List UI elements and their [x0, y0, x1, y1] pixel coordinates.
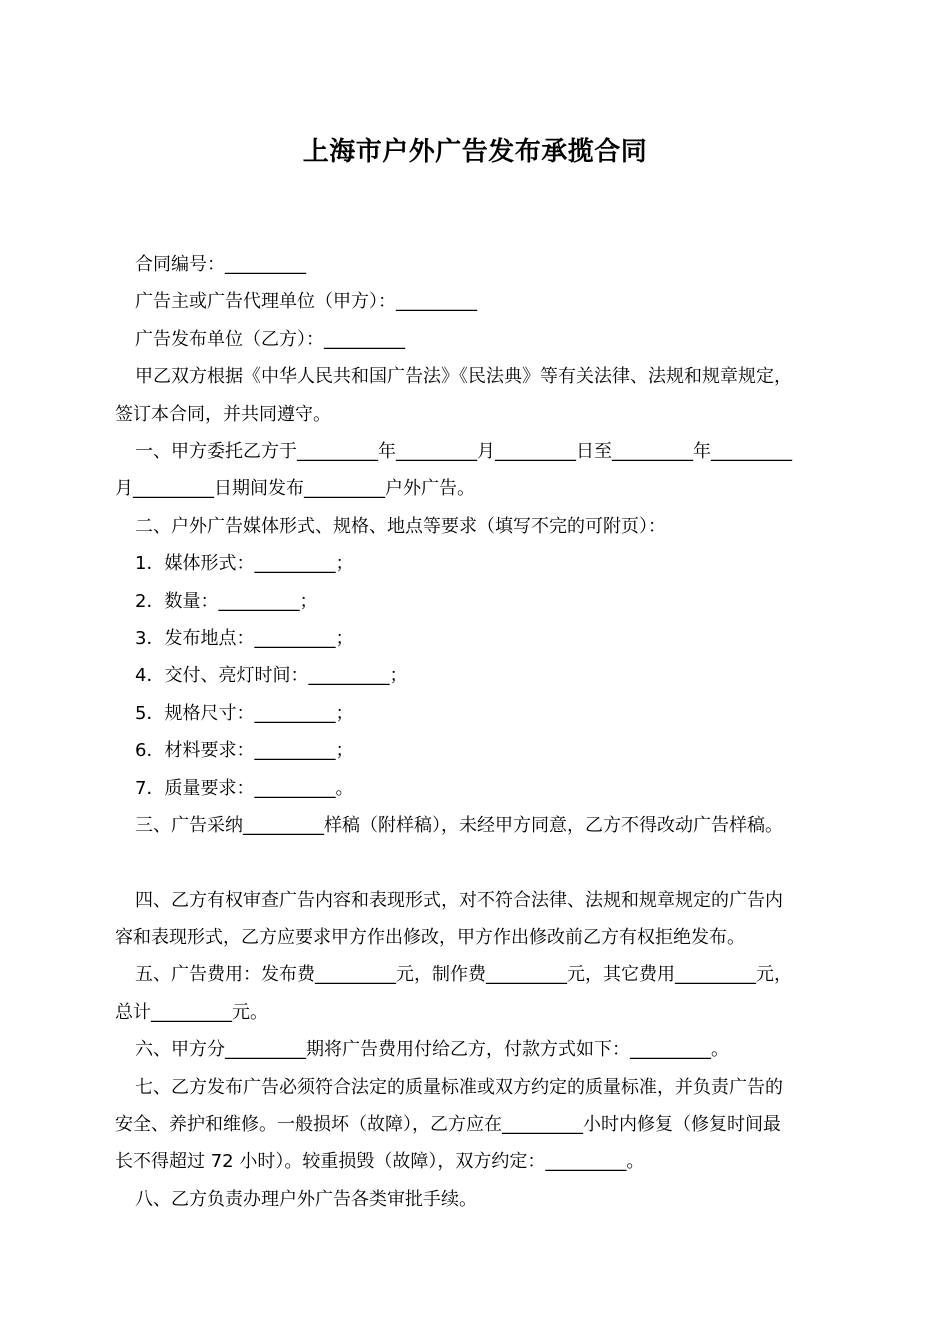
clause-1-line-2: 月_________日期间发布_________户外广告。: [115, 478, 475, 500]
clause-2-item-3: 3．发布地点：_________；: [135, 628, 354, 650]
preamble-line-1: 甲乙双方根据《中华人民共和国广告法》《民法典》等有关法律、法规和规章规定，: [135, 366, 792, 388]
contract-body: [115, 246, 835, 1218]
clause-7-line-2: 安全、养护和维修。一般损坏（故障），乙方应在_________小时内修复（修复时间最: [115, 1113, 781, 1135]
clause-6: 六、甲方分_________期将广告费用付给乙方，付款方式如下：_________。: [135, 1039, 729, 1061]
clause-5-line-1: 五、广告费用：发布费_________元，制作费_________元，其它费用_________元，: [135, 964, 792, 986]
clause-7-line-1: 七、乙方发布广告必须符合法定的质量标准或双方约定的质量标准，并负责广告的: [135, 1076, 783, 1098]
clause-2-item-4: 4．交付、亮灯时间：_________；: [135, 665, 408, 687]
blank-line: [115, 845, 835, 882]
party-a-line: 广告主或广告代理单位（甲方）：_________: [135, 291, 477, 313]
clause-2-item-5: 5．规格尺寸：_________；: [135, 702, 354, 724]
party-b-line: 广告发布单位（乙方）：_________: [135, 328, 405, 350]
clause-2-item-7: 7．质量要求：_________。: [135, 777, 354, 799]
clause-7-line-3: 长不得超过 72 小时）。较重损毁（故障），双方约定：_________。: [115, 1151, 645, 1173]
clause-1-line-1: 一、甲方委托乙方于_________年_________月_________日至_________年_________: [135, 441, 792, 463]
clause-8: 八、乙方负责办理户外广告各类审批手续。: [135, 1188, 477, 1210]
clause-4-line-1: 四、乙方有权审查广告内容和表现形式，对不符合法律、法规和规章规定的广告内: [135, 889, 783, 911]
clause-2-item-2: 2．数量：_________；: [135, 590, 318, 612]
clause-4-line-2: 容和表现形式，乙方应要求甲方作出修改，甲方作出修改前乙方有权拒绝发布。: [115, 926, 745, 948]
clause-2-item-1: 1．媒体形式：_________；: [135, 553, 354, 575]
clause-5-line-2: 总计_________元。: [115, 1001, 268, 1023]
contract-number-line: 合同编号：_________: [135, 254, 306, 275]
clause-2-heading: 二、户外广告媒体形式、规格、地点等要求（填写不完的可附页）：: [135, 515, 666, 537]
document-title: 上海市户外广告发布承揽合同: [302, 137, 648, 167]
clause-2-item-6: 6．材料要求：_________；: [135, 740, 354, 762]
clause-3: 三、广告采纳_________样稿（附样稿），未经甲方同意，乙方不得改动广告样稿。: [135, 815, 783, 837]
preamble-line-2: 签订本合同，并共同遵守。: [115, 403, 331, 425]
